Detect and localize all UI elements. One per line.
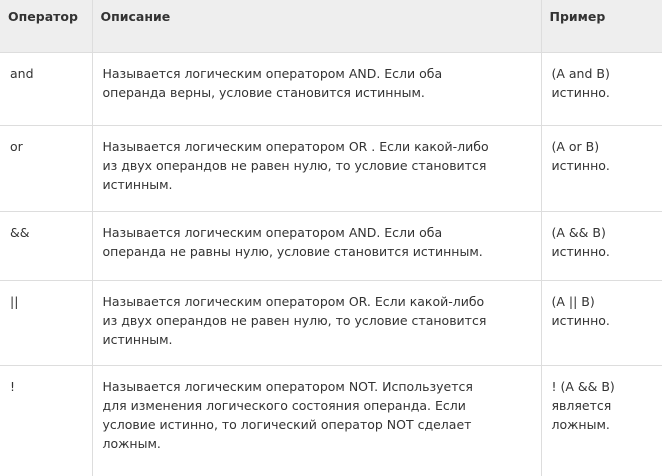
operator-cell: and [0,52,92,125]
example-line: является [551,397,612,413]
example-cell [541,52,662,125]
header-description: Описание [92,0,541,52]
description-line: истинным. [102,331,173,347]
example-line: (A and B) [551,65,610,81]
header-operator: Оператор [0,0,92,52]
description-cell [92,211,541,280]
description-line: операнда не равны нулю, условие становится истинным. [102,243,483,259]
header-example: Пример [541,0,662,52]
description-line: Называется логическим оператором OR. Если какой-либо [102,293,485,309]
description-cell [92,365,541,476]
operator-cell: || [0,280,92,365]
example-cell [541,280,662,365]
table-row [0,365,662,476]
table-row [0,211,662,280]
example-line: (A || B) [551,293,595,309]
header-row [0,0,662,52]
description-cell [92,280,541,365]
operator-cell: && [0,211,92,280]
description-line: Называется логическим оператором NOT. Используется [102,378,473,394]
example-line: истинно. [551,243,610,259]
example-line: истинно. [551,157,610,173]
description-line: из двух операндов не равен нулю, то условие становится [102,312,487,328]
example-line: истинно. [551,84,610,100]
description-line: из двух операндов не равен нулю, то условие становится [102,157,487,173]
description-line: ложным. [102,435,161,451]
description-cell [92,52,541,125]
description-line: Называется логическим оператором AND. Если оба [102,65,443,81]
example-cell [541,125,662,211]
table-row [0,125,662,211]
example-line: истинно. [551,312,610,328]
description-line: Называется логическим оператором OR . Если какой-либо [102,138,489,154]
operator-cell: or [0,125,92,211]
example-cell [541,365,662,476]
table-row [0,52,662,125]
description-line: условие истинно, то логический оператор NOT сделает [102,416,472,432]
example-line: ложным. [551,416,610,432]
example-cell [541,211,662,280]
description-line: операнда верны, условие становится истинным. [102,84,425,100]
example-line: ! (A && B) [551,378,615,394]
operator-cell: ! [0,365,92,476]
description-line: истинным. [102,176,173,192]
example-line: (A or B) [551,138,600,154]
description-cell [92,125,541,211]
example-line: (A && B) [551,224,606,240]
description-line: для изменения логического состояния операнда. Если [102,397,466,413]
description-line: Называется логическим оператором AND. Если оба [102,224,443,240]
table-row [0,280,662,365]
